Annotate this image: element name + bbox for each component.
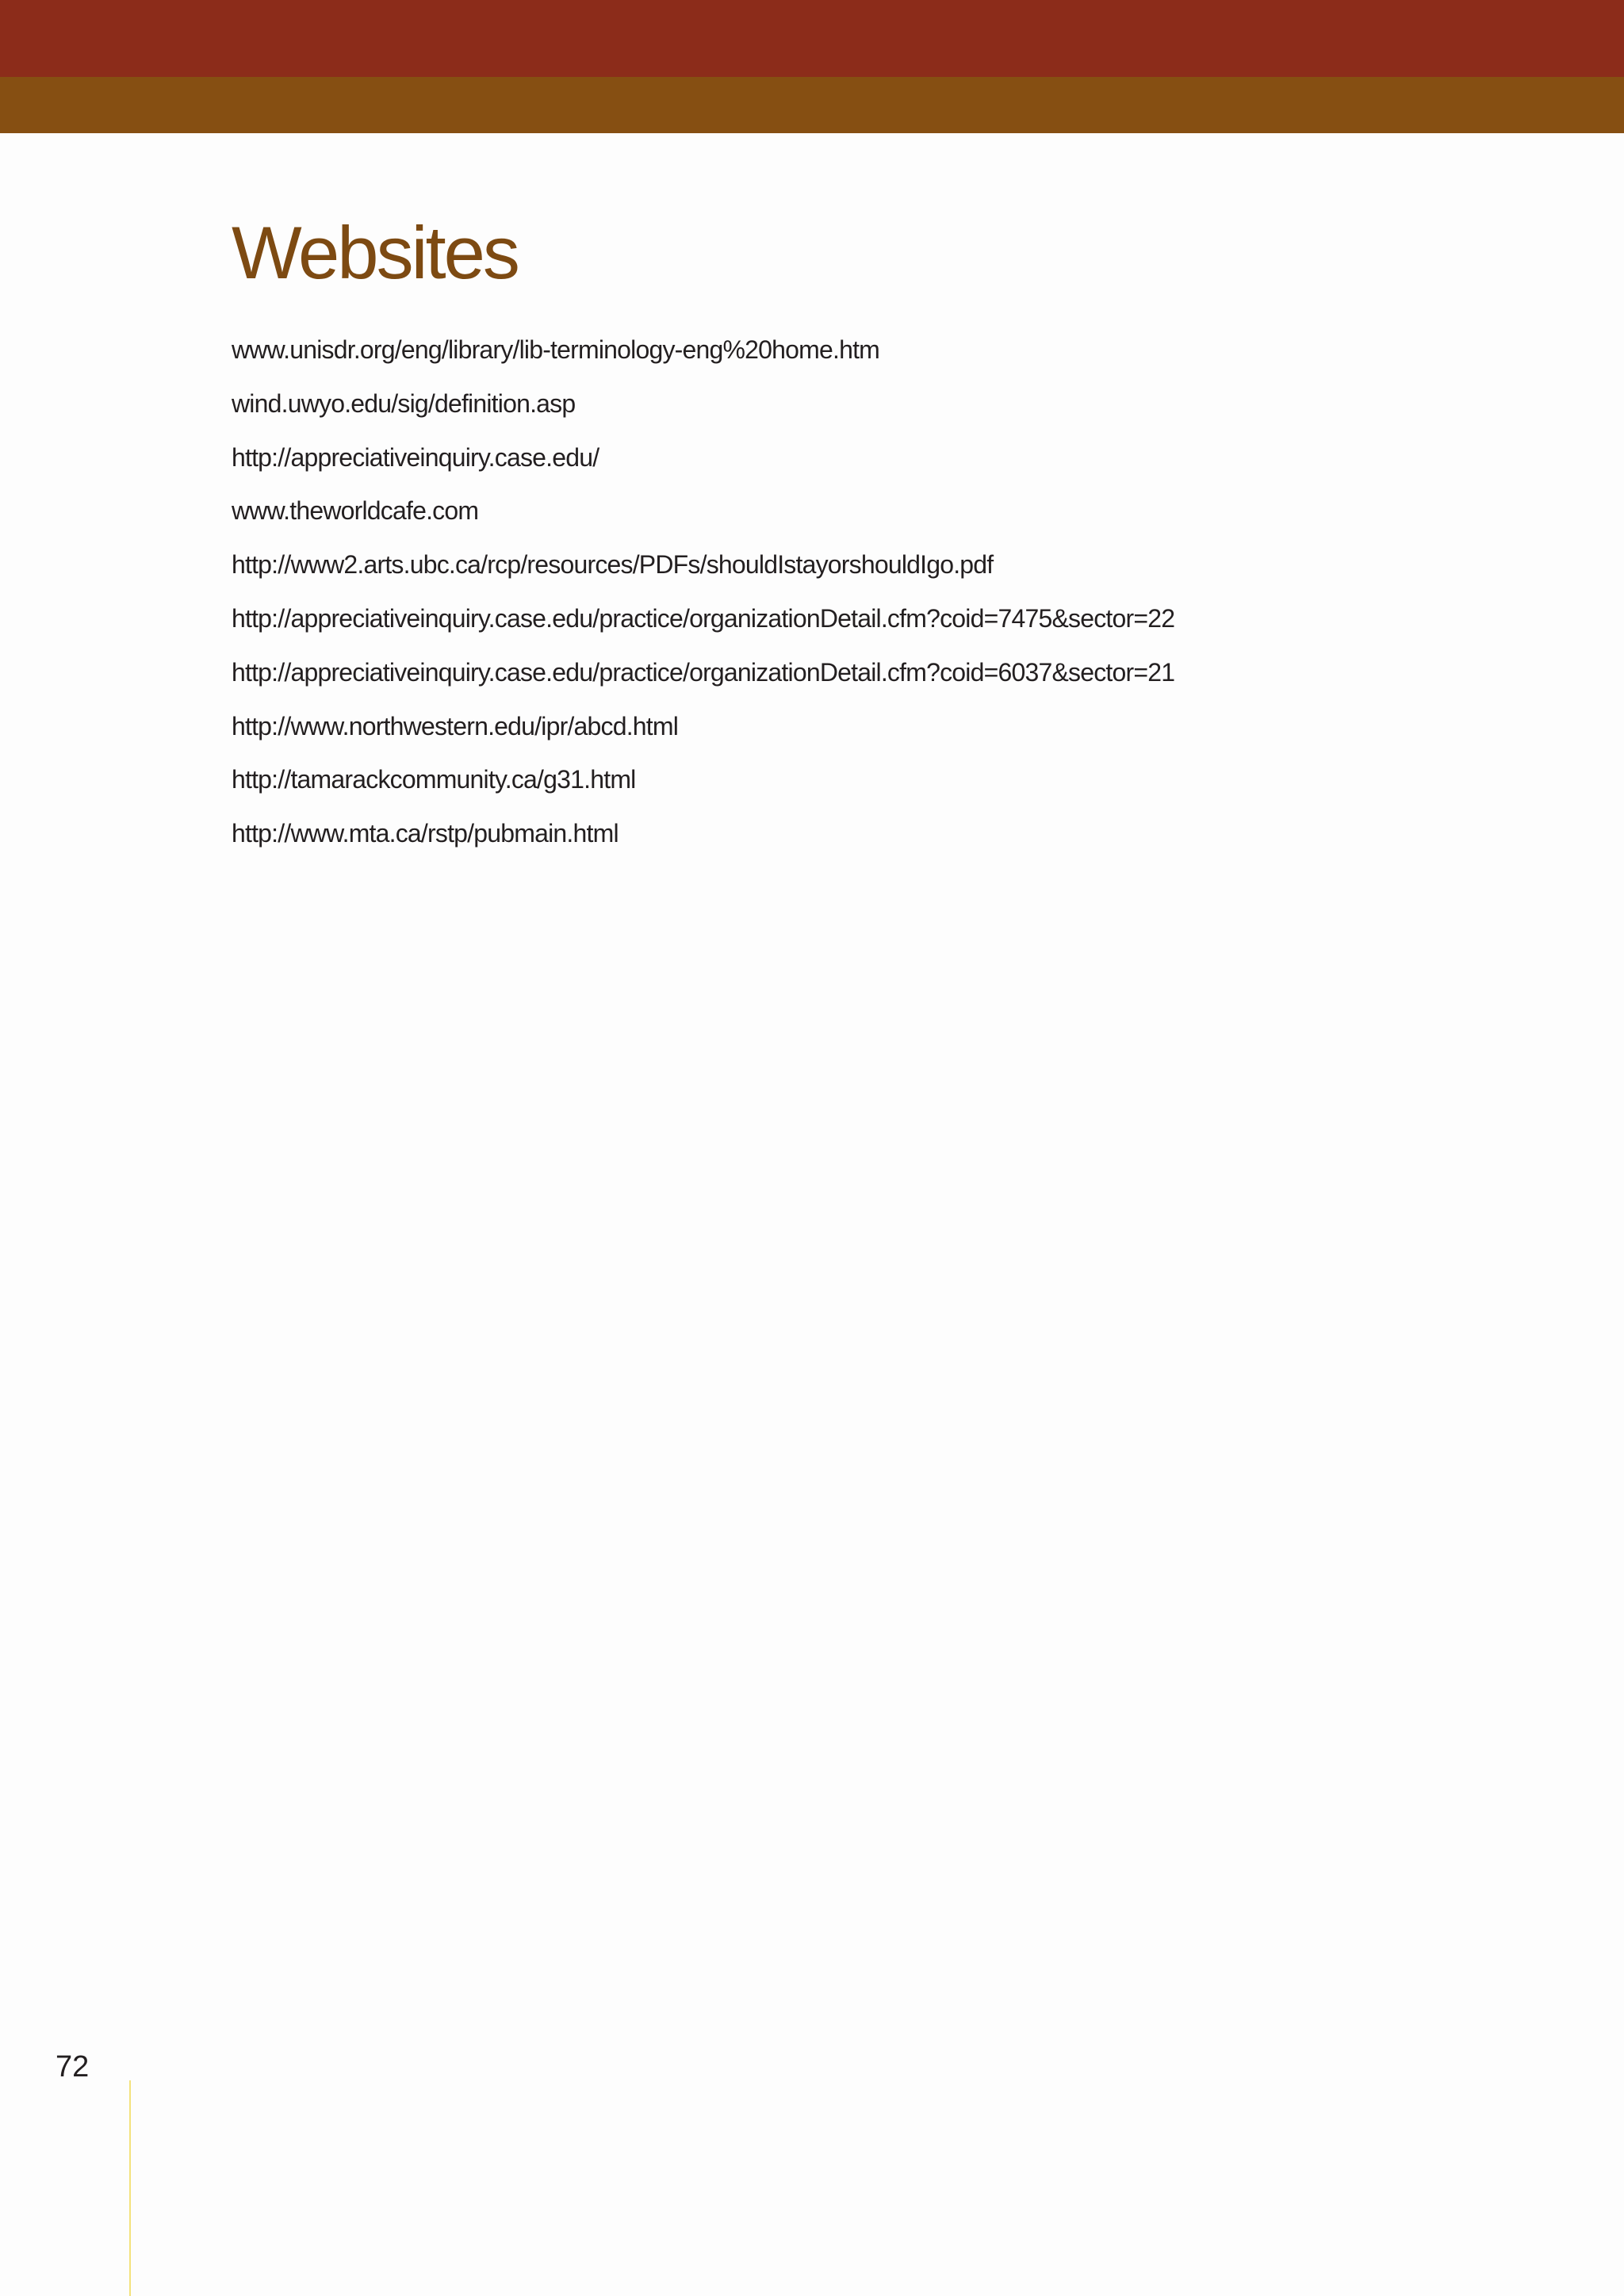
- website-link-mta[interactable]: http://www.mta.ca/rstp/pubmain.html: [232, 819, 619, 848]
- website-link-ai-coid-7475[interactable]: http://appreciativeinquiry.case.edu/practice/organizationDetail.cfm?coid=7475&sector=22: [232, 603, 1175, 633]
- margin-rule: [129, 2080, 131, 2296]
- page-title: Websites: [232, 211, 518, 294]
- website-link-ai-coid-6037[interactable]: http://appreciativeinquiry.case.edu/practice/organizationDetail.cfm?coid=6037&sector=21: [232, 657, 1175, 687]
- website-link-world-cafe[interactable]: www.theworldcafe.com: [232, 496, 479, 526]
- header-band-top: [0, 0, 1624, 77]
- website-link-northwestern[interactable]: http://www.northwestern.edu/ipr/abcd.html: [232, 711, 679, 740]
- header-band-bottom: [0, 77, 1624, 133]
- website-link-appreciative-inquiry[interactable]: http://appreciativeinquiry.case.edu/: [232, 442, 599, 472]
- website-link-tamarack[interactable]: http://tamarackcommunity.ca/g31.html: [232, 765, 636, 794]
- website-link-unisdr[interactable]: www.unisdr.org/eng/library/lib-terminology-eng%20home.htm: [232, 335, 880, 364]
- page-number: 72: [56, 2050, 90, 2084]
- website-link-ubc-pdf[interactable]: http://www2.arts.ubc.ca/rcp/resources/PDFs/shouldIstayorshouldIgo.pdf: [232, 550, 994, 580]
- website-link-uwyo[interactable]: wind.uwyo.edu/sig/definition.asp: [232, 388, 576, 418]
- website-list: [232, 330, 1174, 867]
